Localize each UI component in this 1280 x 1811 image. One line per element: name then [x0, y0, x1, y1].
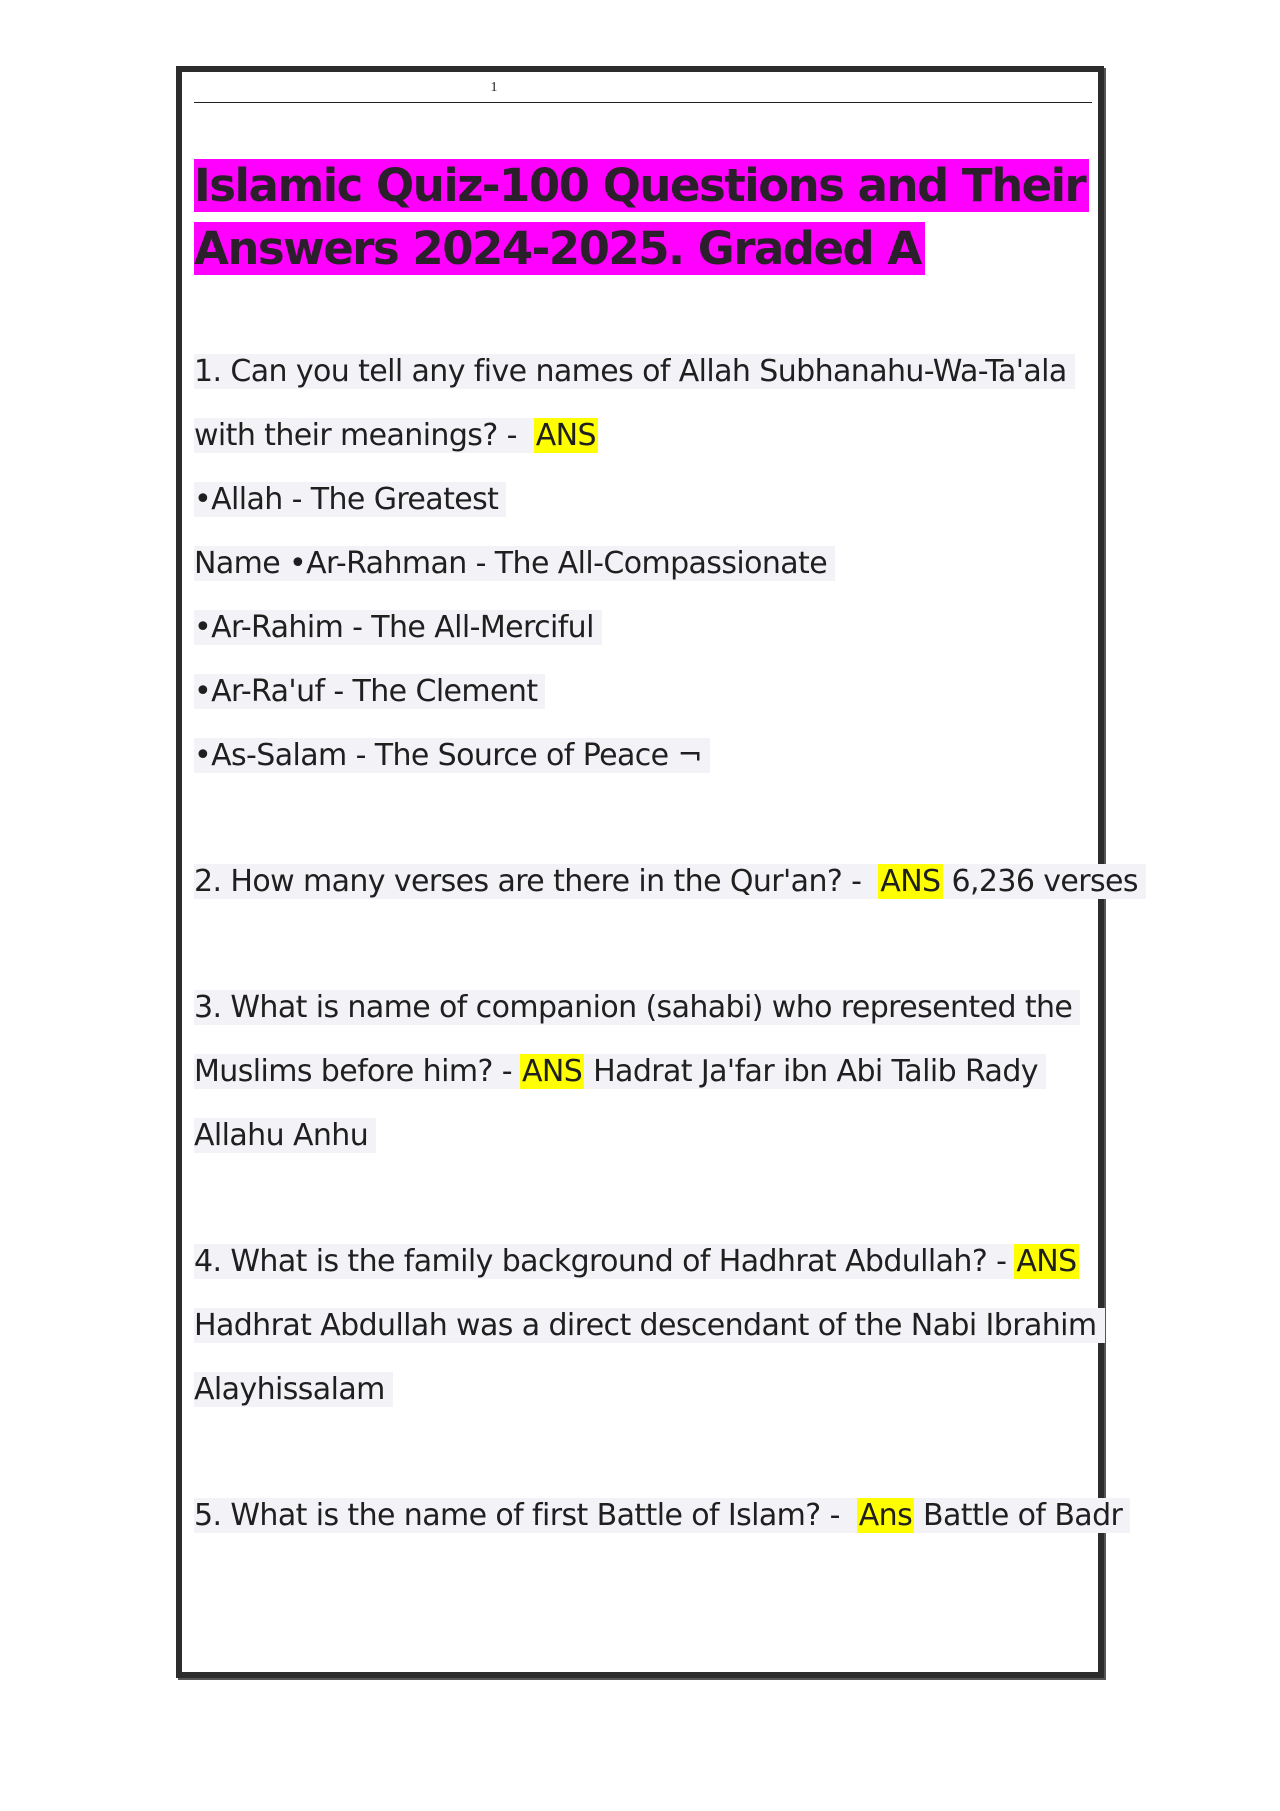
q2-line: 2. How many verses are there in the Qur'an? - ANS 6,236 verses [194, 850, 1094, 914]
q1-line-2: with their meanings? - ANS [194, 418, 596, 453]
answer-label: ANS [521, 1054, 583, 1089]
q1-item: Name •Ar-Rahman - The All-Compassionate [194, 532, 1094, 596]
q1-item: •Allah - The Greatest [194, 468, 1094, 532]
q1-item: •Ar-Ra'uf - The Clement [194, 660, 1094, 724]
answer-label: ANS [1016, 1244, 1077, 1279]
answer-label: ANS [880, 864, 941, 899]
q3-line-3: Allahu Anhu [194, 1104, 1094, 1168]
page-number: 1 [490, 80, 498, 95]
document-title [194, 154, 1089, 280]
q1-line-1: 1. Can you tell any five names of Allah Subhanahu-Wa-Ta'ala [194, 340, 1094, 404]
title-line-2: Answers 2024-2025. Graded A [194, 222, 925, 275]
q1-item: •As-Salam - The Source of Peace ¬ [194, 724, 1094, 788]
q5-line: 5. What is the name of first Battle of Islam? - Ans Battle of Badr [194, 1484, 1094, 1548]
answer-label: ANS [535, 418, 596, 453]
q3-line-1: 3. What is name of companion (sahabi) who represented the [194, 976, 1094, 1040]
q4-line-1: 4. What is the family background of Hadhrat Abdullah? - ANS [194, 1244, 1077, 1279]
q1-item: •Ar-Rahim - The All-Merciful [194, 596, 1094, 660]
quiz-content [194, 340, 1138, 1548]
q3-line-2: Muslims before him? - ANS Hadrat Ja'far ibn Abi Talib Rady [194, 1040, 1094, 1104]
header-rule [194, 102, 1092, 103]
q4-line-3: Alayhissalam [194, 1358, 1094, 1422]
answer-label: Ans [858, 1498, 913, 1533]
title-line-1: Islamic Quiz-100 Questions and Their [194, 159, 1089, 212]
q4-line-2: Hadhrat Abdullah was a direct descendant of the Nabi Ibrahim [194, 1294, 1094, 1358]
